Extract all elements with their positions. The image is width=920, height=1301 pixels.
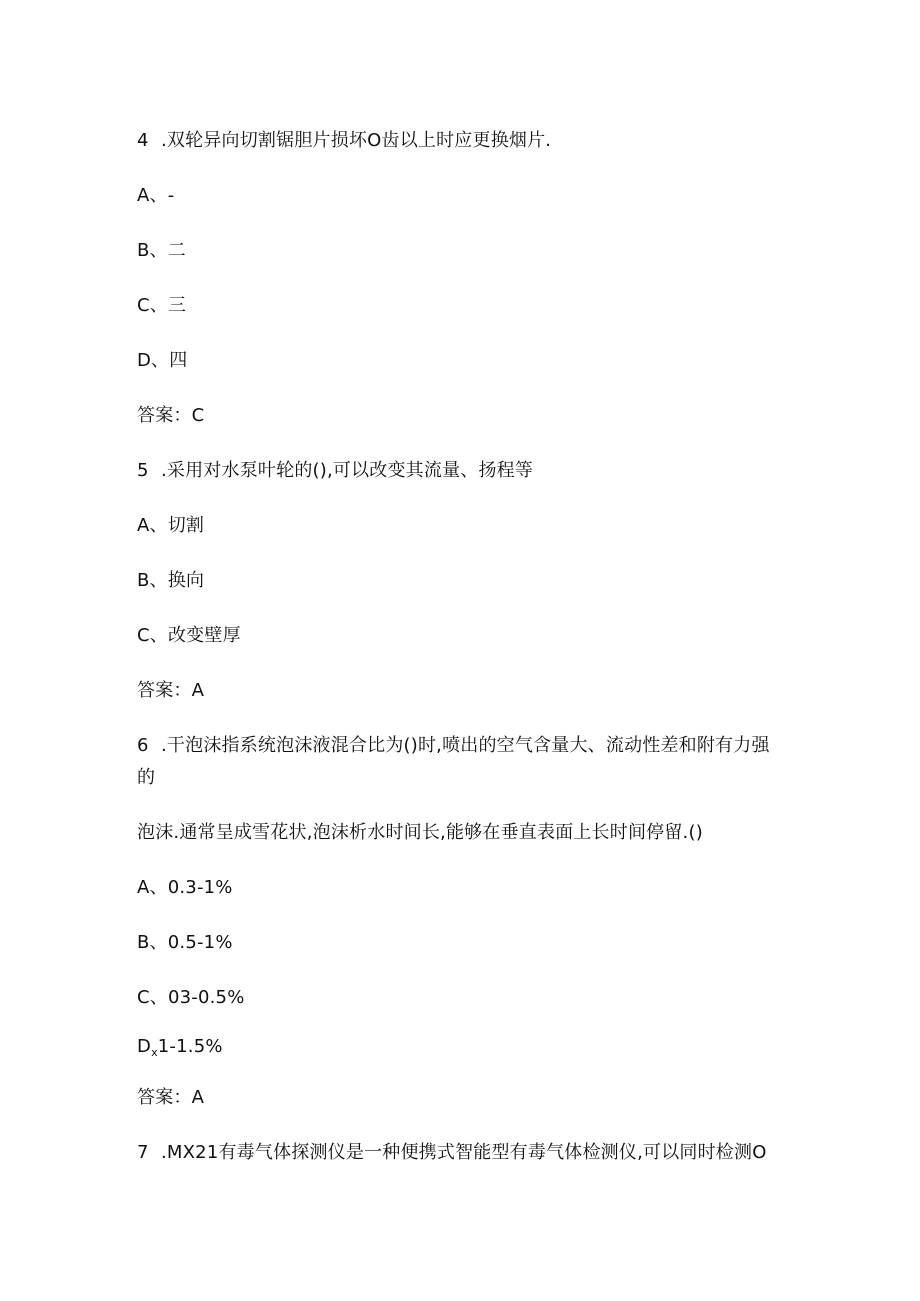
question-number: 5: [137, 460, 149, 481]
option-a: A、0.3-1%: [137, 877, 233, 898]
option-c: C、改变壁厚: [137, 625, 241, 646]
answer: 答案：A: [137, 680, 205, 701]
question-6: [137, 734, 770, 758]
question-4: [137, 129, 551, 153]
answer: 答案：A: [137, 1087, 205, 1108]
question-text: .双轮异向切割锯胆片损坏O齿以上时应更换烟片.: [161, 130, 552, 151]
question-number: 7: [137, 1142, 149, 1163]
answer: 答案：C: [137, 405, 205, 426]
option-prefix: D: [137, 1036, 152, 1057]
question-text: .MX21有毒气体探测仪是一种便携式智能型有毒气体检测仪,可以同时检测O: [161, 1142, 767, 1163]
question-5: [137, 459, 533, 483]
option-b: B、0.5-1%: [137, 932, 233, 953]
option-a: A、切割: [137, 515, 205, 536]
option-subscript: x: [151, 1046, 158, 1059]
question-number: 4: [137, 130, 149, 151]
option-b: B、二: [137, 240, 186, 261]
question-text-continued: 的: [137, 767, 156, 788]
option-d: [137, 1035, 223, 1065]
question-text: .干泡沫指系统泡沫液混合比为()时,喷出的空气含量大、流动性差和附有力强: [161, 735, 770, 756]
question-text-continued: 泡沫.通常呈成雪花状,泡沫析水时间长,能够在垂直表面上长时间停留.(): [137, 822, 703, 843]
option-value: 1-1.5%: [157, 1036, 223, 1057]
option-a: A、-: [137, 185, 175, 206]
option-b: B、换向: [137, 570, 205, 591]
option-c: C、03-0.5%: [137, 987, 245, 1008]
question-text: .采用对水泵叶轮的(),可以改变其流量、扬程等: [161, 460, 534, 481]
option-d: D、四: [137, 350, 188, 371]
question-7: [137, 1141, 767, 1165]
question-number: 6: [137, 735, 149, 756]
option-c: C、三: [137, 295, 187, 316]
